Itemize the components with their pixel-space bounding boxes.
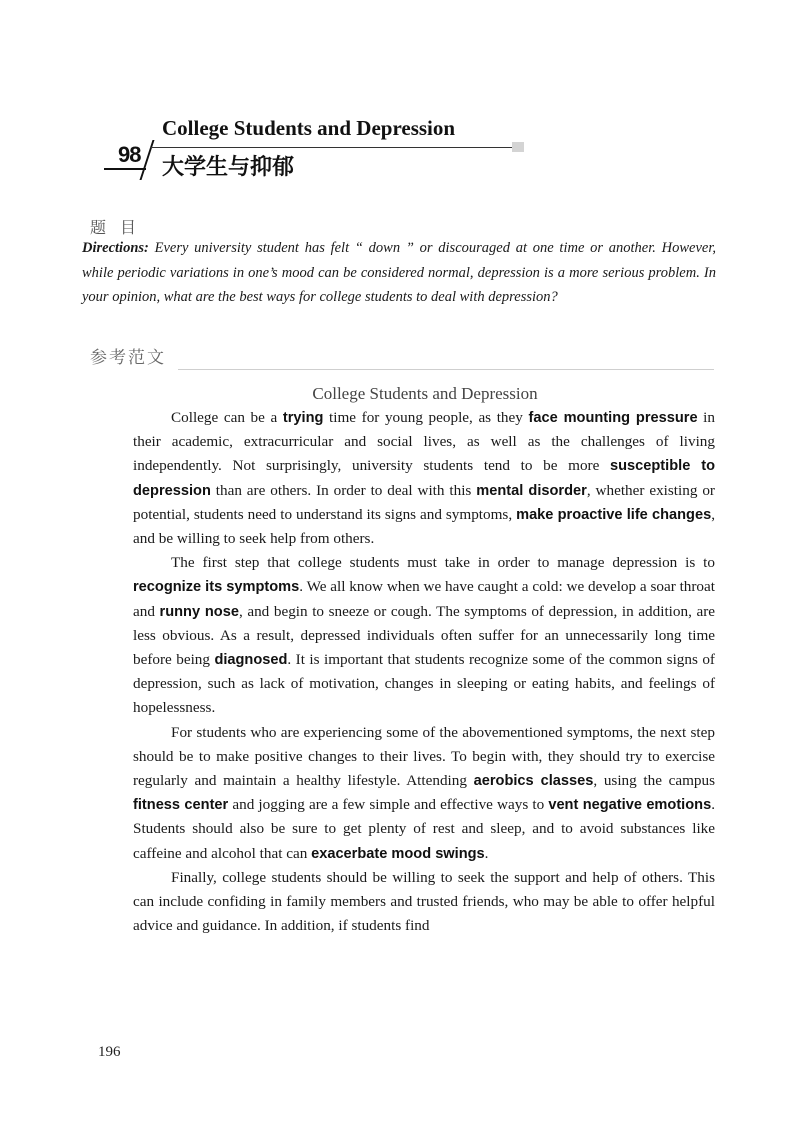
essay-text: , and be willing to seek help from others. [133,505,716,548]
title-rule-end-mark [512,142,524,152]
directions-text [82,236,716,310]
essay-paragraph-4 [133,866,715,939]
directions-lead: Directions: [82,240,149,256]
directions-body: Every university student has felt “ down ” or discouraged at one time or another. However, while periodic variations in one’s mood can be considered normal, depression is a more serious problem. In your opinion, what are the best ways for college students to deal with depression? [82,240,716,306]
essay-text: , using the campus [593,772,716,790]
page-number: 196 [98,1044,121,1060]
essay-text: , and begin to sneeze or cough. The symptoms of depression, in addition, are less obvious. As a result, depressed individuals often suffer for an unnecessarily long time before being [133,602,715,669]
chapter-title-en: College Students and Depression [162,116,456,140]
key-phrase: runny nose [159,603,239,620]
key-phrase: diagnosed [214,652,288,669]
essay-text: College can be a [171,409,283,426]
chapter-header [0,0,800,200]
essay-text: . Students should also be sure to get plenty of rest and sleep, and to avoid substances like caffeine and alcohol that can [133,796,715,862]
key-phrase: fitness center [133,797,229,814]
essay-text: The first step that college students must take in order to manage depression is to [171,554,715,572]
key-phrase: exacerbate mood swings [311,845,485,862]
chapter-slash-divider [140,140,155,180]
essay-text: in their academic, extracurricular and social lives, as well as the challenges of living independently. Not surprisingly, university students tend to be more [133,409,715,475]
question-label: 题目 [90,218,151,237]
essay-text: Finally, college students should be willing to seek the support and help of others. This can include confiding in family members and trusted friends, who may be able to offer helpful advice and guidance. In addition, if students find [133,868,715,935]
essay-paragraph-1 [133,406,715,551]
chapter-title-cn: 大学生与抑郁 [162,154,295,179]
essay-text: For students who are experiencing some of the abovementioned symptoms, the next step should be to make positive changes to their lives. To begin with, they should try to exercise regularly and maintain a healthy lifestyle. Attending [133,723,715,790]
essay-text: . It is important that students recognize some of the common signs of depression, such as lack of motivation, changes in sleeping or eating habits, and feelings of hopelessness. [133,651,715,717]
essay-text: , whether existing or potential, students need to understand its signs and symptoms, [133,481,715,523]
key-phrase: recognize its symptoms [133,579,300,596]
key-phrase: susceptible to depression [133,458,716,499]
key-phrase: vent negative emotions [548,797,712,814]
essay-text: than are others. In order to deal with this [210,481,477,499]
essay-text: time for young people, as they [323,409,529,426]
reference-rule [178,369,714,370]
essay-paragraph-3 [133,721,715,866]
essay-body [133,406,715,938]
key-phrase: face mounting pressure [528,410,698,426]
essay-text: . [484,844,489,862]
title-rule [150,147,514,148]
essay-text: and jogging are a few simple and effective ways to [228,796,549,814]
reference-essay-label: 参考范文 [90,348,166,368]
key-phrase: mental disorder [476,482,587,499]
key-phrase: make proactive life changes [516,506,712,523]
key-phrase: trying [282,410,324,426]
essay-text: . We all know when we have caught a cold: we develop a soar throat and [133,578,715,620]
key-phrase: aerobics classes [473,773,594,790]
essay-paragraph-2 [133,551,715,720]
chapter-number-underline [104,168,146,170]
chapter-number: 98 [118,142,141,167]
essay-title: College Students and Depression [312,384,538,403]
